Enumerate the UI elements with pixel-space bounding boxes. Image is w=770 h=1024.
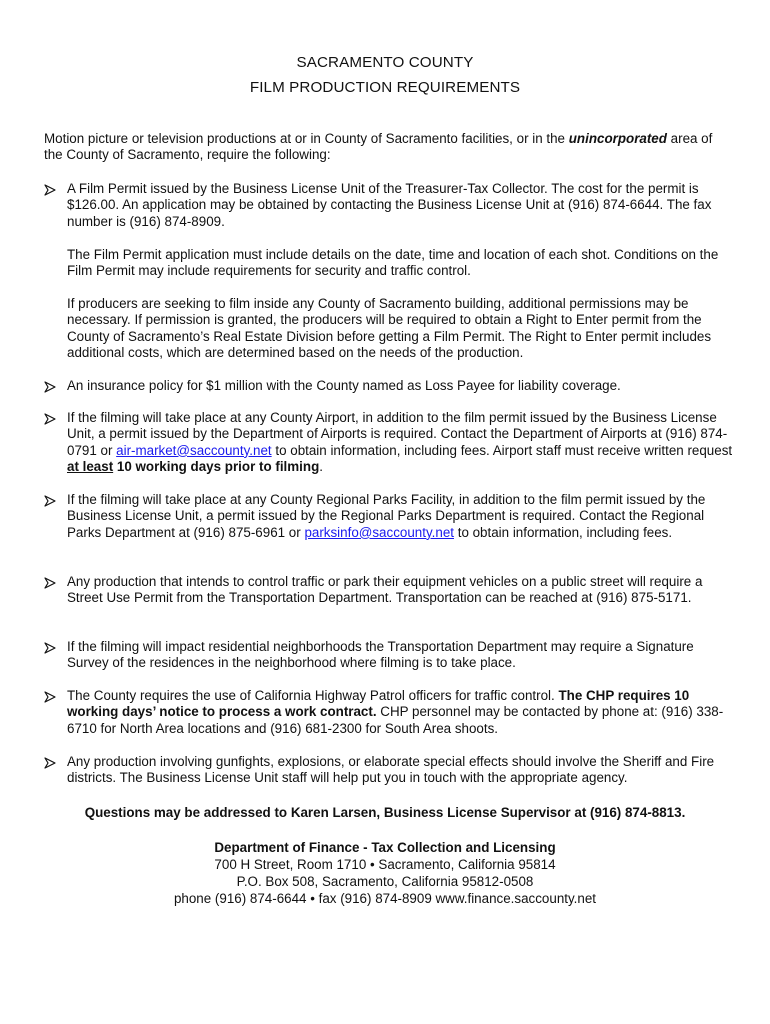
airport-text-before: If the filming will take place at any County Airport, in addition to the film permit issued by the Business License Unit, a permit issued by the Department of Airports is required. Contact the Department of Airports at (916) 874-0791 or (67, 410, 728, 458)
arrowhead-bullet-icon (44, 381, 56, 393)
parks-paragraph (67, 492, 735, 541)
chp-text-before: The County requires the use of California Highway Patrol officers for traffic control. (67, 688, 559, 703)
intro-text-before: Motion picture or television productions at or in County of Sacramento facilities, or in the (44, 131, 569, 146)
arrowhead-bullet-icon (44, 642, 56, 654)
questions-contact-line: Questions may be addressed to Karen Larsen, Business License Supervisor at (916) 874-8813. (84, 805, 686, 820)
airport-text-end: . (319, 459, 323, 475)
footer-department: Department of Finance - Tax Collection and Licensing (214, 840, 556, 855)
arrowhead-bullet-icon (44, 691, 56, 703)
chp-notice-bold: The CHP requires 10 working days’ notice to process a work contract. (67, 688, 690, 720)
chp-paragraph (67, 688, 735, 737)
footer-address-line2: P.O. Box 508, Sacramento, California 95812-0508 (236, 874, 534, 889)
airport-at-least: at least (67, 459, 114, 475)
airport-deadline: 10 working days prior to filming (113, 459, 320, 475)
document-title-line2: FILM PRODUCTION REQUIREMENTS (249, 79, 521, 96)
parks-text-before: If the filming will take place at any County Regional Parks Facility, in addition to the film permit issued by the Business License Unit, a permit issued by the Regional Parks Department is required. Contact the Regional Parks Department at (916) 875-6961 or (67, 492, 706, 540)
footer-address-line1: 700 H Street, Room 1710 • Sacramento, California 95814 (214, 857, 556, 872)
parks-text-after: to obtain information, including fees. (454, 524, 673, 540)
film-permit-application-paragraph: The Film Permit application must include details on the date, time and location of each shot. Conditions on the Film Permit may include requirements for security and traffic control. (67, 247, 719, 279)
traffic-paragraph: Any production that intends to control traffic or park their equipment vehicles on a public street will require a Street Use Permit from the Transportation Department. Transportation can be reached at (916) 875-5171. (67, 574, 703, 606)
airport-paragraph (67, 410, 735, 476)
arrowhead-bullet-icon (44, 495, 56, 507)
arrowhead-bullet-icon (44, 757, 56, 769)
intro-paragraph (44, 131, 734, 164)
airport-text-middle: to obtain information, including fees. Airport staff must receive written request (271, 442, 733, 458)
insurance-paragraph: An insurance policy for $1 million with the County named as Loss Payee for liability coverage. (67, 378, 621, 393)
building-permission-paragraph: If producers are seeking to film inside any County of Sacramento building, additional permissions may be necessary. If permission is granted, the producers will be required to obtain a Right to Enter permit from the County of Sacramento’s Real Estate Division before getting a Film Permit. The Right to Enter permit includes additional costs, which are determined based on the needs of the production. (67, 296, 712, 361)
intro-text-after: area of the County of Sacramento, require the following: (44, 131, 713, 163)
parks-email-link[interactable]: parksinfo@saccounty.net (304, 524, 454, 540)
residential-paragraph: If the filming will impact residential neighborhoods the Transportation Department may require a Signature Survey of the residences in the neighborhood where filming is to take place. (67, 639, 694, 671)
special-effects-paragraph: Any production involving gunfights, explosions, or elaborate special effects should involve the Sheriff and Fire districts. The Business License Unit staff will help put you in touch with the appropriate agency. (67, 754, 715, 786)
arrowhead-bullet-icon (44, 413, 56, 425)
arrowhead-bullet-icon (44, 577, 56, 589)
film-permit-paragraph: A Film Permit issued by the Business License Unit of the Treasurer-Tax Collector. The cost for the permit is $126.00. An application may be obtained by contacting the Business License Unit at (916) 874-6644. The fax number is (916) 874-8909. (67, 181, 712, 229)
footer-contact-line: phone (916) 874-6644 • fax (916) 874-8909 www.finance.saccounty.net (173, 891, 597, 906)
arrowhead-bullet-icon (44, 184, 56, 196)
document-title-line1: SACRAMENTO COUNTY (296, 54, 474, 71)
airport-email-link[interactable]: air-market@saccounty.net (116, 442, 272, 458)
chp-text-after: CHP personnel may be contacted by phone at: (916) 338-6710 for North Area locations and (916) 681-2300 for South Area shoots. (67, 704, 724, 736)
intro-emphasis: unincorporated (568, 131, 667, 146)
